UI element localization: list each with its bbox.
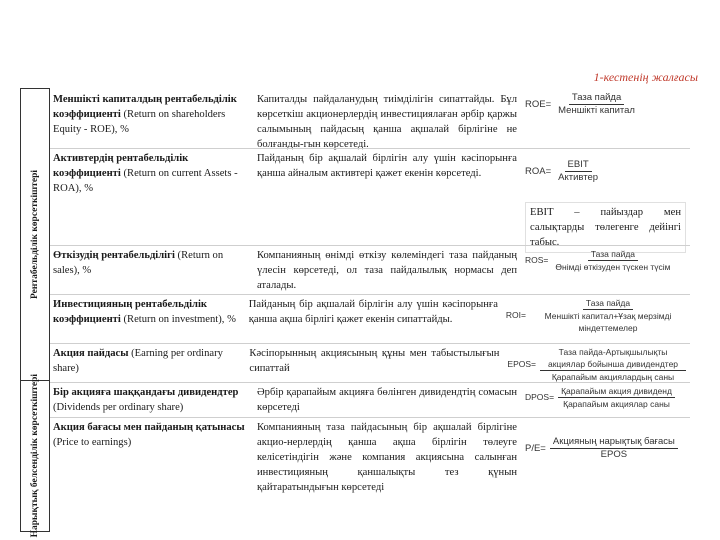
formula-numerator: Қарапайым акция дивиденд	[558, 385, 675, 398]
indicator-formula	[521, 149, 690, 248]
indicator-name	[50, 90, 253, 148]
table-row	[50, 148, 690, 248]
formula-lhs: DPOS=	[525, 392, 555, 402]
indicator-formula	[502, 295, 690, 343]
table-caption: 1-кестенің жалғасы	[593, 70, 698, 84]
indicator-table	[50, 90, 690, 526]
formula-lhs: ROA=	[525, 166, 552, 177]
indicator-description: Әрбір қарапайым акцияға бөлінген дивидендтің сомасын көрсетеді	[257, 387, 517, 413]
indicator-title: Инвестицияның рентабельділік коэффициенті	[53, 299, 207, 325]
indicator-english: (Return on current Assets - ROA), %	[53, 168, 238, 194]
side-label-profitability-text: Рентабельділік көрсеткіштері	[30, 170, 40, 300]
indicator-name	[50, 418, 253, 526]
side-label-market-text: Нарықтық белсенділік көрсеткіштері	[30, 374, 40, 538]
indicator-description: Капиталды пайдаланудың тиімділігін сипаттайды. Бұл көрсеткіш акционерлердің инвестициялаған әрбір қаржы салымының пайдасың қанша ақшалай бірлігіне не болғанды-гын көрсетеді.	[257, 94, 517, 150]
formula-numerator: Таза пайда-Артықшылықты акциялар бойынша дивидендтер	[540, 346, 686, 371]
indicator-name	[50, 149, 253, 245]
indicator-formula	[521, 383, 690, 417]
indicator-name	[50, 246, 253, 294]
formula-denominator: Өнімді өткізуден түскен түсім	[555, 262, 671, 272]
indicator-title: Акция пайдасы	[53, 348, 129, 359]
indicator-formula	[521, 90, 690, 148]
indicator-english: (Return on shareholders Equity - ROE), %	[53, 109, 226, 135]
indicator-description: Пайданың бір ақшалай бірлігін алу үшін кәсіпорынға қанша айналым активтері қажет екенін көрсетеді.	[257, 153, 517, 179]
side-label-profitability	[20, 88, 50, 382]
formula-numerator: EBIT	[565, 159, 592, 172]
indicator-title: Меншікті капиталдың рентабельділік коэффициенті	[53, 94, 237, 120]
ebit-note: EBIT – пайыздар мен салықтарды төлегенге дейінгі табыс.	[525, 202, 686, 253]
formula-lhs: ROS=	[525, 255, 549, 265]
indicator-formula	[521, 246, 690, 294]
table-row	[50, 245, 690, 294]
table-row	[50, 382, 690, 417]
indicator-english: (Dividends per ordinary share)	[53, 402, 184, 413]
formula-numerator: Таза пайда	[588, 248, 638, 261]
indicator-english: (Return on investment), %	[123, 314, 236, 325]
indicator-name	[50, 295, 245, 343]
formula-denominator: Меншікті капитал+Ұзақ мерзімді міндеттемелер	[544, 311, 672, 333]
indicator-name	[50, 383, 253, 417]
formula-lhs: EPOS=	[507, 359, 536, 369]
indicator-description: Кәсіпорынның акциясының құны мен табыстылығын сипаттай	[249, 348, 500, 374]
indicator-name	[50, 344, 245, 382]
formula-denominator: Қарапайым акциялардың саны	[551, 372, 675, 382]
indicator-description: Компанияның таза пайдасының бір ақшалай бірлігіне акцио-нерлердің қанша ақша бірлігін төлеуге келісетіндігін және компания акциясына салынған инвестицияның қаншалықты тез қүнын қайтаратындығын көрсетеді	[257, 422, 517, 493]
table-row	[50, 294, 690, 343]
formula-lhs: ROE=	[525, 99, 552, 110]
indicator-english: (Return on sales), %	[53, 250, 224, 276]
indicator-title: Акция бағасы мен пайданың қатынасы	[53, 422, 245, 433]
indicator-description: Компанияның өнімді өткізу көлеміндегі таза пайданың үлесін көрсетеді, ол таза пайдалылық нормасы деп аталады.	[257, 250, 517, 291]
formula-denominator: Қарапайым акциялар саны	[563, 399, 670, 409]
indicator-title: Бір акцияға шаққандағы дивидендтер	[53, 387, 239, 398]
formula-denominator: EPOS	[600, 449, 628, 460]
table-row	[50, 90, 690, 148]
formula-denominator: Меншікті капитал	[558, 105, 635, 116]
indicator-title: Өткізудің рентабельділігі	[53, 250, 175, 261]
indicator-formula	[521, 418, 690, 526]
indicator-description: Пайданың бір ақшалай бірлігін алу үшін кәсіпорынға қанша ақша бірлігі қажет екенін сипаттайды.	[248, 299, 498, 325]
formula-denominator: Активтер	[558, 172, 599, 183]
indicator-title: Активтердің рентабельділік коэффициенті	[53, 153, 189, 179]
table-row	[50, 417, 690, 526]
indicator-english: (Earning per ordinary share)	[53, 348, 223, 374]
formula-numerator: Таза пайда	[569, 92, 624, 105]
indicator-english: (Price to earnings)	[53, 437, 132, 448]
indicator-formula	[503, 344, 690, 382]
table-row	[50, 343, 690, 382]
formula-numerator: Акцияның нарықтық бағасы	[550, 436, 678, 449]
formula-lhs: ROI=	[505, 310, 526, 320]
formula-lhs: P/E=	[525, 443, 546, 454]
formula-numerator: Таза пайда	[583, 297, 633, 310]
side-label-market	[20, 374, 50, 538]
